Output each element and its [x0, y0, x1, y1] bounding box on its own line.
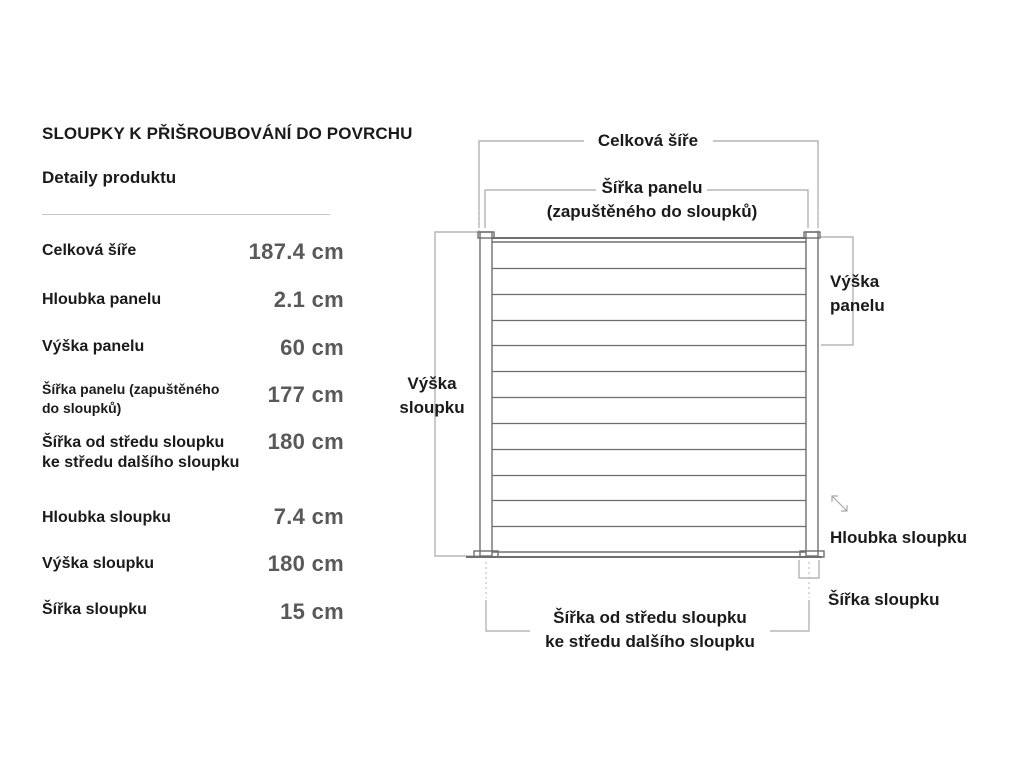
spec-label-panel-width-line1: Šířka panelu (zapuštěného: [42, 381, 220, 397]
spec-value-overall-width: 187.4 cm: [248, 239, 344, 264]
spec-value-post-width: 15 cm: [280, 599, 344, 624]
spec-label-overall-width: Celková šíře: [42, 242, 137, 259]
spec-label-center-spacing-line1: Šířka od středu sloupku: [42, 434, 225, 451]
label-post-height: [386, 372, 478, 420]
spec-label-post-height: Výška sloupku: [42, 555, 155, 572]
spec-value-panel-width: 177 cm: [267, 382, 344, 407]
left-post: [480, 232, 492, 556]
panel-slats: [492, 269, 806, 527]
label-overall-width: Celková šíře: [597, 131, 699, 150]
label-panel-width-line2: (zapuštěného do sloupků): [546, 202, 758, 221]
spec-label-panel-height: Výška panelu: [42, 338, 145, 355]
spec-label-post-width: Šířka sloupku: [42, 601, 147, 618]
label-panel-height: [830, 270, 910, 318]
spec-value-panel-height: 60 cm: [280, 335, 344, 360]
label-panel-width: [520, 176, 784, 224]
spec-value-post-height: 180 cm: [267, 551, 344, 576]
spec-value-panel-depth: 2.1 cm: [273, 287, 344, 312]
right-post: [806, 232, 818, 556]
label-post-height-line2: sloupku: [399, 398, 465, 417]
section-subtitle: Detaily produktu: [42, 168, 177, 187]
label-panel-height-line2: panelu: [830, 296, 885, 315]
spec-label-panel-width-line2: do sloupků): [42, 400, 122, 416]
label-post-depth: Hloubka sloupku: [830, 528, 967, 547]
label-center-spacing-line1: Šířka od středu sloupku: [553, 608, 747, 627]
spec-label-post-depth: Hloubka sloupku: [42, 509, 171, 526]
label-post-height-line1: Výška: [407, 374, 457, 393]
label-panel-height-line1: Výška: [830, 272, 880, 291]
fence: [466, 232, 824, 557]
spec-value-post-depth: 7.4 cm: [273, 504, 344, 529]
label-center-spacing: [520, 606, 780, 654]
label-post-width: Šířka sloupku: [828, 590, 940, 609]
spec-label-panel-depth: Hloubka panelu: [42, 291, 162, 308]
page-title: SLOUPKY K PŘIŠROUBOVÁNÍ DO POVRCHU: [42, 124, 413, 143]
label-center-spacing-line2: ke středu dalšího sloupku: [545, 632, 755, 651]
label-panel-width-line1: Šířka panelu: [601, 178, 703, 197]
post-depth-arrow: [832, 496, 847, 511]
spec-value-center-spacing: 180 cm: [267, 429, 344, 454]
spec-label-center-spacing-line2: ke středu dalšího sloupku: [42, 454, 240, 471]
